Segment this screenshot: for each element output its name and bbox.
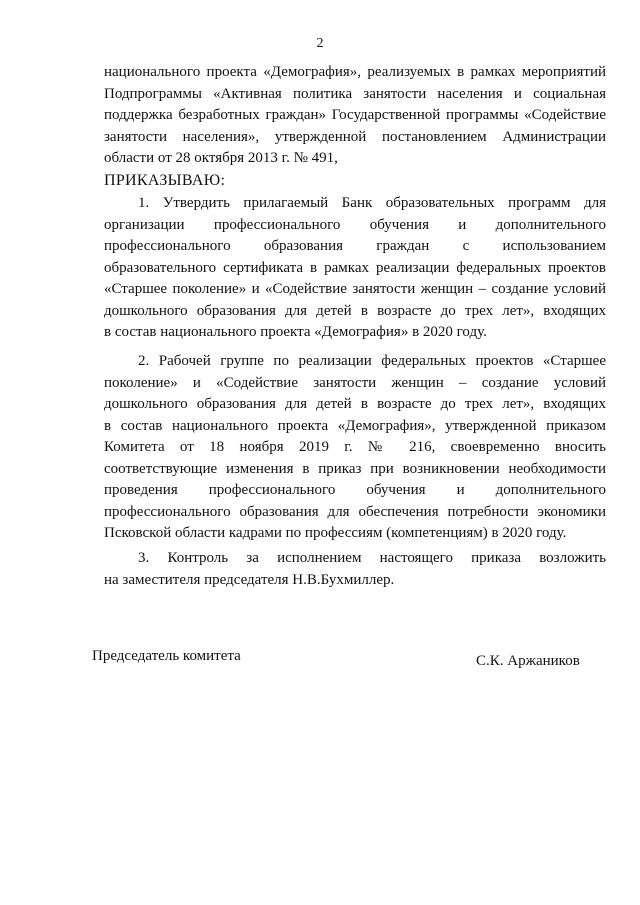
intro-paragraph: [104, 62, 606, 170]
paragraph-line: образовательного сертификата в рамках реализации федеральных проектов: [104, 259, 606, 276]
intro-line: национального проекта «Демография», реализуемых в рамках мероприятий: [104, 64, 606, 80]
paragraph-line: профессионального образования граждан с использованием: [104, 238, 606, 254]
paragraph-line: 3. Контроль за исполнением настоящего приказа возложить: [138, 550, 606, 566]
paragraph-line: 2. Рабочей группе по реализации федеральных проектов «Старшее: [138, 353, 606, 369]
paragraph-line: профессионального образования для обеспечения потребности экономики: [104, 503, 606, 520]
paragraph-3: [104, 548, 606, 591]
paragraph-line: дошкольного образования для детей в возрасте до трех лет», входящих: [104, 302, 606, 319]
paragraph-line: поколение» и «Содействие занятости женщин – создание условий: [104, 374, 606, 391]
paragraph-line: организации профессионального обучения и дополнительного: [104, 216, 606, 233]
paragraph-line: в состав национального проекта «Демография», утвержденной приказом: [104, 417, 606, 434]
intro-line: занятости населения», утвержденной постановлением Администрации: [104, 128, 606, 145]
paragraph-line: соответствующие изменения в приказ при возникновении необходимости: [104, 460, 606, 477]
paragraph-line: Комитета от 18 ноября 2019 г. № 216, своевременно вносить: [104, 439, 606, 455]
paragraph-line: Псковской области кадрами по профессиям (компетенциям) в 2020 году.: [104, 525, 567, 541]
intro-line: области от 28 октября 2013 г. № 491,: [104, 150, 338, 166]
page-number: 2: [316, 36, 324, 51]
paragraph-line: 1. Утвердить прилагаемый Банк образовательных программ для: [138, 195, 606, 211]
intro-line: Подпрограммы «Активная политика занятости населения и социальная: [104, 85, 606, 102]
paragraph-2: [104, 351, 606, 545]
paragraph-line: в состав национального проекта «Демография» в 2020 году.: [104, 324, 487, 340]
signature-title: Председатель комитета: [92, 648, 241, 664]
paragraph-line: «Старшее поколение» и «Содействие занятости женщин – создание условий: [104, 281, 606, 297]
order-heading: ПРИКАЗЫВАЮ:: [104, 172, 226, 189]
paragraph-line: проведения профессионального обучения и дополнительного: [104, 482, 606, 498]
intro-line: поддержка безработных граждан» Государственной программы «Содействие: [104, 107, 606, 123]
paragraph-line: на заместителя председателя Н.В.Бухмиллер.: [104, 571, 395, 588]
paragraph-1: [104, 193, 606, 344]
signature-name: С.К. Аржаников: [476, 653, 580, 669]
paragraph-line: дошкольного образования для детей в возрасте до трех лет», входящих: [104, 396, 606, 412]
